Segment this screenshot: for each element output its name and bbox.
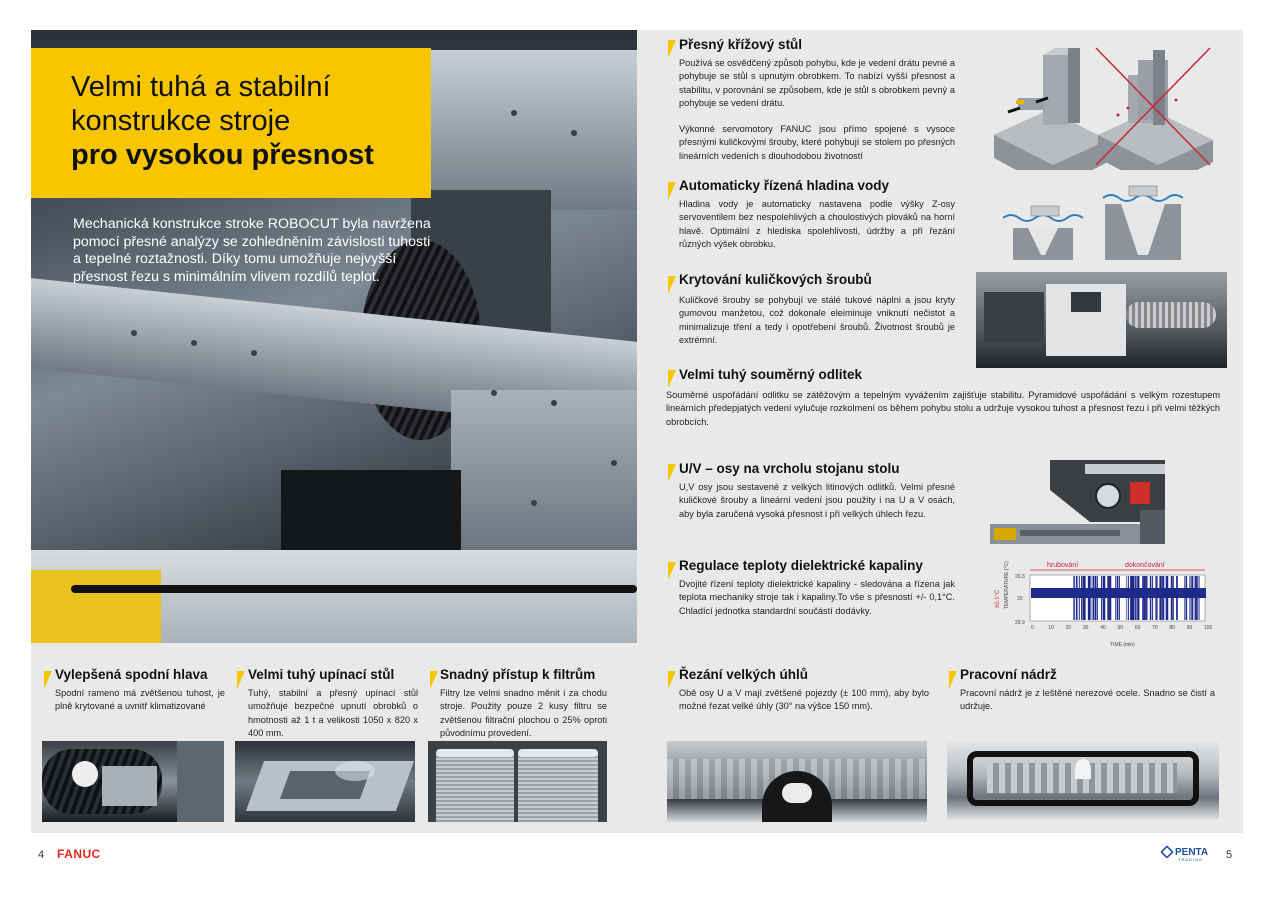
cross-table-title: Přesný křížový stůl: [679, 37, 803, 52]
casting-title: Velmi tuhý souměrný odlitek: [679, 367, 863, 382]
casting-text: Souměrné uspořádání odlitku se zátěžovým a tepelným vyvážením zajišťuje stabilitu. Pyramidové uspořádání s velkým rozestupem lineárních předepjatých vedení vylučuje rozkolmení os během pohybu stolu a udržuje vysokou tuhost a přesnost řezu i při velmi těžkých obrobcích.: [666, 390, 1220, 427]
temp-ylabel: TEMPERATURE (°C): [1004, 561, 1010, 609]
temp-ytick-1: 20.3: [1015, 574, 1025, 580]
temp-xtick: 100: [1204, 625, 1213, 631]
cross-table-text-2: Výkonné servomotory FANUC jsou přímo spojené s vysoce přesnými kuličkovými šrouby, které pohybují se stolem po přesných lineárních vedeních s dlouhodobou životností: [679, 124, 955, 161]
lower-head-photo: [42, 741, 224, 822]
temp-xtick: 0: [1031, 625, 1034, 631]
hero-title-box: [31, 48, 431, 198]
hero-title-line-2: konstrukce stroje: [71, 105, 291, 137]
lower-head-title: Vylepšená spodní hlava: [55, 667, 208, 682]
angles-title: Řezání velkých úhlů: [679, 667, 809, 682]
penta-hexagon-icon: [1160, 845, 1174, 859]
filters-text: Filtry lze velmi snadno měnit i za chodu stroje. Použity pouze 2 kusy filtru se zvětšenou filtrační plochou o 25% oproti původnímu provedení.: [440, 688, 607, 738]
ballscrew-cover-title: Krytování kuličkových šroubů: [679, 272, 872, 287]
temp-band: [1031, 588, 1206, 598]
temperature-text: Dvojité řízení teploty dielektrické kapaliny - sledována a řízena jak teplota mechaniky stroje tak i kapaliny.To vše s přesností +/- 0,1°C. Chladící jednotka standardní součástí dodávky.: [679, 579, 955, 616]
temp-label-left: hrubování: [1047, 562, 1079, 569]
ballscrew-cover-text: Kuličkové šrouby se pohybují ve stálé tukové náplni a jsou kryty gumovou manžetou, což dokonale eleiminuje vniknutí nečistot a minimalizuje tření a tedy i opotřebení šroubů. Životnost šroubů je extrémní.: [679, 295, 955, 345]
temp-xtick: 50: [1117, 625, 1124, 631]
tank-title: Pracovní nádrž: [960, 667, 1057, 682]
uv-axes-title: U/V – osy na vrcholu stojanu stolu: [679, 461, 900, 476]
temp-xtick: 60: [1134, 625, 1141, 631]
temp-xtick: 10: [1048, 625, 1054, 631]
temp-xtick: 80: [1169, 625, 1175, 631]
temp-ytick-3: 29.9: [1015, 620, 1025, 626]
right-page-number: 5: [1226, 849, 1233, 861]
uv-axes-diagram: [990, 460, 1170, 552]
hero-intro-text: Mechanická konstrukce stroke ROBOCUT byla navržena pomocí přesné analýzy se zohledněním závislosti tuhosti a tepelné roztažnosti. Díky tomu umožňuje nejvyšší přesnost řezu s minimálním vlivem rozdílů teplot.: [73, 216, 431, 285]
water-level-title: Automaticky řízená hladina vody: [679, 178, 890, 193]
penta-logo-subtext: TRADING: [1178, 857, 1203, 862]
ballscrew-photo: [976, 272, 1227, 368]
water-level-text: Hladina vody je automaticky nastavena podle výšky Z-osy servoventilem bez nespolehlivých a choulostivých plováků na horní hlavě. Optimální z hlediska spolehlivosti, údržby a při řezání různých výšek obrobku.: [679, 199, 955, 249]
cross-table-diagram: [988, 40, 1213, 170]
clamping-table-photo: [235, 741, 415, 822]
tank-text: Pracovní nádrž je z leštěné nerezové ocele. Snadno se čistí a udržuje.: [960, 688, 1215, 712]
uv-axes-text: U,V osy jsou sestavené z velkých litinových odlitků. Velmi přesné kuličkové šrouby a lineární vedení jsou použity i na U a V osách, aby byla zaručená vysoká přesnost i při velkých úhlech řezu.: [679, 482, 955, 519]
clamping-table-text: Tuhý, stabilní a přesný upínací stůl umožňuje bezpečné upnutí obrobků o hmotnosti až 1 t a velikosti 1050 x 820 x 400 mm.: [248, 688, 418, 738]
fanuc-logo: FANUC: [57, 847, 101, 861]
hero-title-line-3: pro vysokou přesnost: [71, 139, 374, 171]
lower-head-text: Spodní rameno má zvětšenou tuhost, je plně krytované a uvnitř klimatizované: [55, 688, 225, 712]
temp-xtick: 70: [1152, 625, 1158, 631]
temp-xtick: 90: [1186, 625, 1193, 631]
clamping-table-title: Velmi tuhý upínací stůl: [248, 667, 395, 682]
penta-logo-text: PENTA: [1175, 846, 1209, 858]
temperature-title: Regulace teploty dielektrické kapaliny: [679, 558, 923, 573]
cross-table-text-1: Používá se osvědčený způsob pohybu, kde je vedení drátu pevné a pohybuje se stůl s upnutým obrobkem. To nabízí vyšší přesnost a stabilitu, v porovnání se způsobem, kde je stůl s obrobkem pevný a pohybuje se vedení drátu.: [679, 58, 955, 108]
temp-label-right: dokončování: [1125, 562, 1165, 569]
temp-xlabel: TIME (min): [1110, 642, 1135, 648]
temperature-chart: [985, 558, 1215, 653]
tank-photo: [947, 741, 1219, 822]
water-level-diagram: [1003, 180, 1183, 260]
filters-title: Snadný přístup k filtrům: [440, 667, 596, 682]
temp-side-note: ±0.1°C: [995, 589, 1001, 608]
left-page-number: 4: [38, 849, 45, 861]
temp-xtick: 20: [1065, 625, 1072, 631]
angles-photo: [667, 741, 927, 822]
temp-xtick: 40: [1100, 625, 1106, 631]
hero-title-line-1: Velmi tuhá a stabilní: [71, 71, 331, 103]
temp-ytick-2: 20: [1017, 596, 1023, 602]
filters-photo: [428, 741, 607, 822]
temp-xtick: 30: [1082, 625, 1089, 631]
angles-text: Obě osy U a V mají zvětšené pojezdy (± 100 mm), aby bylo možné řezat velké úhly (30° na výšce 150 mm).: [679, 688, 929, 712]
